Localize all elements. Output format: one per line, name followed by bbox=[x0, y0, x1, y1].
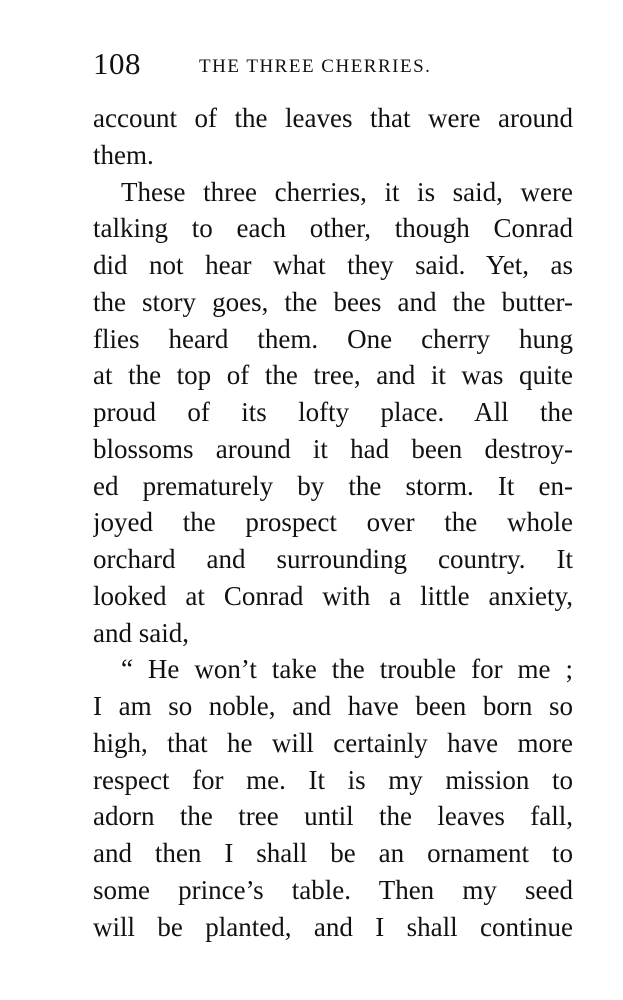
paragraph-end-line: them. bbox=[93, 139, 154, 170]
paragraph-first-line: These three cherries, it is said, were bbox=[121, 176, 573, 207]
paragraph-end-line: and said, bbox=[93, 617, 189, 648]
text-line: looked at Conrad with a little anxiety, bbox=[93, 580, 573, 611]
text-line: flies heard them. One cherry hung bbox=[93, 323, 573, 354]
text-line: respect for me. It is my mission to bbox=[93, 764, 573, 795]
page-number: 108 bbox=[93, 46, 141, 81]
running-header bbox=[93, 44, 573, 84]
text-line: and then I shall be an ornament to bbox=[93, 838, 573, 868]
text-line: some prince’s table. Then my seed bbox=[93, 874, 573, 905]
body-text bbox=[93, 100, 573, 945]
running-title: THE THREE CHERRIES. bbox=[199, 56, 432, 77]
text-line: orchard and surrounding country. It bbox=[93, 544, 573, 574]
text-line: account of the leaves that were around bbox=[93, 103, 573, 133]
text-line: I am so noble, and have been born so bbox=[93, 691, 573, 721]
paragraph-first-line: “ He won’t take the trouble for me ; bbox=[121, 654, 573, 685]
text-line: joyed the prospect over the whole bbox=[93, 507, 573, 538]
text-line: will be planted, and I shall continue bbox=[93, 911, 573, 942]
text-line: at the top of the tree, and it was quite bbox=[93, 360, 573, 391]
text-line: blossoms around it had been destroy- bbox=[93, 433, 573, 464]
text-line: adorn the tree until the leaves fall, bbox=[93, 801, 573, 832]
text-line: high, that he will certainly have more bbox=[93, 727, 573, 758]
text-line: proud of its lofty place. All the bbox=[93, 397, 573, 427]
text-line: did not hear what they said. Yet, as bbox=[93, 250, 573, 280]
text-line: the story goes, the bees and the butter- bbox=[93, 286, 573, 317]
text-line: talking to each other, though Conrad bbox=[93, 213, 573, 244]
text-line: ed prematurely by the storm. It en- bbox=[93, 470, 573, 501]
